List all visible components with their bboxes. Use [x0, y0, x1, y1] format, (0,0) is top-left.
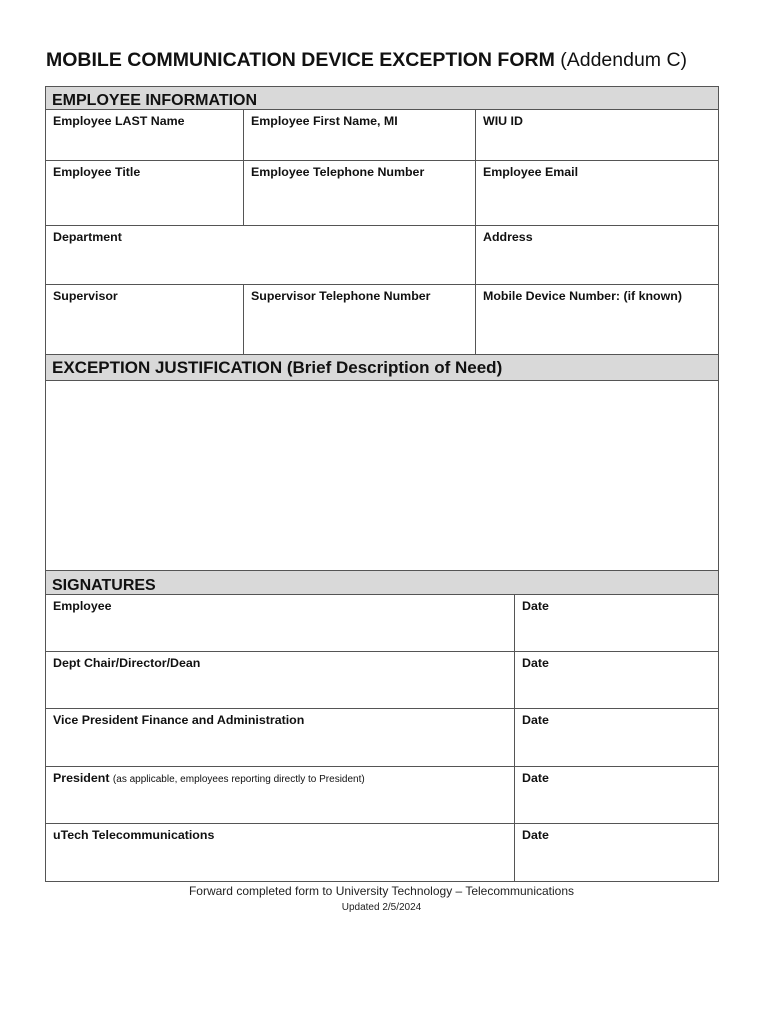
- dept-chair-signature-label: Dept Chair/Director/Dean: [53, 656, 201, 670]
- form-title-sub: (Addendum C): [560, 49, 688, 71]
- vice-president-date-field[interactable]: [515, 709, 719, 767]
- president-label-text: President: [53, 771, 110, 785]
- employee-information-heading: EMPLOYEE INFORMATION: [46, 87, 719, 110]
- wiu-id-label: WIU ID: [483, 114, 523, 128]
- utech-date-field[interactable]: [515, 824, 719, 882]
- signatures-table: [45, 570, 719, 882]
- justification-textarea[interactable]: [46, 381, 719, 571]
- utech-signature-label: uTech Telecommunications: [53, 828, 215, 842]
- mobile-device-number-field[interactable]: [476, 285, 719, 355]
- footer-instruction: Forward completed form to University Technology – Telecommunications: [188, 884, 575, 898]
- justification-heading: EXCEPTION JUSTIFICATION (Brief Description of Need): [46, 355, 719, 381]
- date-label: Date: [522, 713, 549, 727]
- supervisor-telephone-field[interactable]: [244, 285, 476, 355]
- form-title-main: MOBILE COMMUNICATION DEVICE EXCEPTION FORM: [46, 49, 555, 71]
- vice-president-signature-field[interactable]: [46, 709, 515, 767]
- department-label: Department: [53, 230, 122, 244]
- employee-title-field[interactable]: [46, 161, 244, 226]
- employee-telephone-field[interactable]: [244, 161, 476, 226]
- dept-chair-date-field[interactable]: [515, 652, 719, 709]
- last-name-label: Employee LAST Name: [53, 114, 185, 128]
- employee-signature-label: Employee: [53, 599, 112, 613]
- date-label: Date: [522, 771, 549, 785]
- supervisor-telephone-label: Supervisor Telephone Number: [251, 289, 431, 303]
- department-field[interactable]: [46, 226, 476, 285]
- first-name-label: Employee First Name, MI: [251, 114, 398, 128]
- form-title: [46, 49, 736, 72]
- employee-telephone-label: Employee Telephone Number: [251, 165, 425, 179]
- date-label: Date: [522, 828, 549, 842]
- footer-updated: Updated 2/5/2024: [341, 902, 422, 913]
- dept-chair-signature-field[interactable]: [46, 652, 515, 709]
- president-date-field[interactable]: [515, 767, 719, 824]
- employee-date-field[interactable]: [515, 595, 719, 652]
- supervisor-label: Supervisor: [53, 289, 118, 303]
- employee-signature-field[interactable]: [46, 595, 515, 652]
- date-label: Date: [522, 599, 549, 613]
- president-signature-label: [46, 767, 514, 785]
- date-label: Date: [522, 656, 549, 670]
- wiu-id-field[interactable]: [476, 110, 719, 161]
- justification-table: [45, 354, 719, 571]
- employee-email-field[interactable]: [476, 161, 719, 226]
- supervisor-field[interactable]: [46, 285, 244, 355]
- vice-president-signature-label: Vice President Finance and Administration: [53, 713, 305, 727]
- utech-signature-field[interactable]: [46, 824, 515, 882]
- mobile-device-number-label: Mobile Device Number: (if known): [483, 289, 682, 303]
- president-note: (as applicable, employees reporting directly to President): [112, 774, 365, 785]
- address-field[interactable]: [476, 226, 719, 285]
- employee-title-label: Employee Title: [53, 165, 141, 179]
- address-label: Address: [483, 230, 533, 244]
- employee-email-label: Employee Email: [483, 165, 579, 179]
- president-signature-field[interactable]: [46, 767, 515, 824]
- signatures-heading: SIGNATURES: [46, 571, 719, 595]
- employee-information-table: [45, 86, 719, 355]
- first-name-field[interactable]: [244, 110, 476, 161]
- last-name-field[interactable]: [46, 110, 244, 161]
